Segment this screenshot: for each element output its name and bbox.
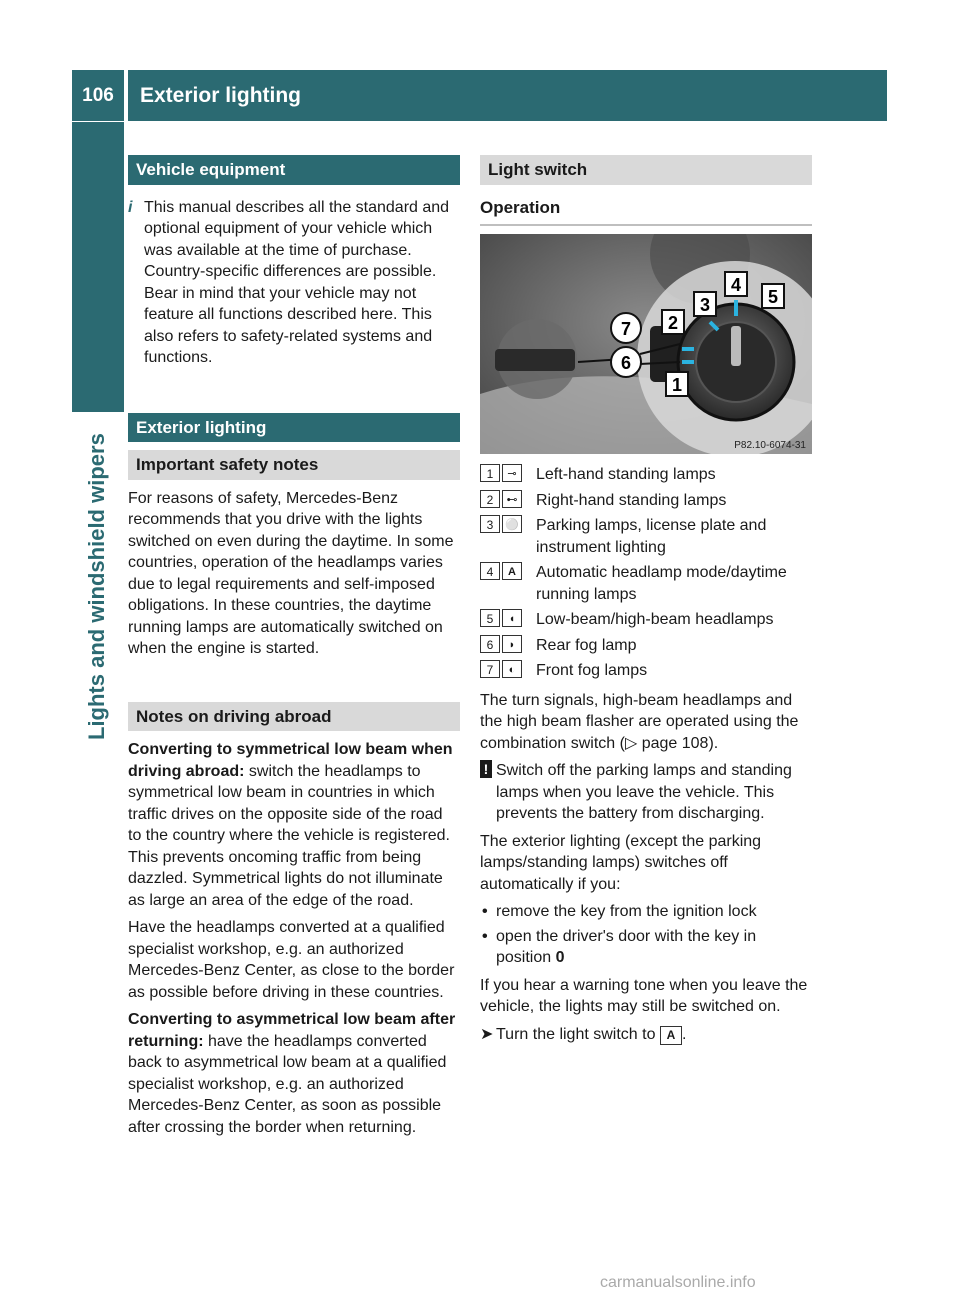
- legend-row-1: [480, 464, 812, 486]
- callout-4: 4: [730, 275, 742, 295]
- callout-1: 1: [671, 375, 683, 395]
- legend-text: Right-hand standing lamps: [536, 491, 727, 509]
- bullet-icon: •: [482, 927, 488, 945]
- list-item-text: open the driver's door with the key in position: [496, 927, 757, 966]
- turn-signals-paragraph: [480, 690, 812, 755]
- action-text: Turn the light switch to: [496, 1025, 656, 1043]
- legend-number: 5: [480, 609, 500, 627]
- asymmetrical-text: have the headlamps converted back to asymmetrical low beam at a qualified specialist workshop, e.g. an authorized Mercedes-Benz Center, as soon as possible after crossing the border when returning.: [128, 1032, 447, 1136]
- legend-row-2: [480, 490, 812, 512]
- warning-text: Switch off the parking lamps and standing lamps when you leave the vehicle. This prevents the battery from discharging.: [496, 762, 792, 822]
- rear-fog-lamp-icon: ◗: [502, 635, 522, 653]
- right-column: [480, 155, 812, 1051]
- legend-number: 7: [480, 660, 500, 678]
- legend-text: Parking lamps, license plate and instrument lighting: [536, 517, 767, 556]
- symmetrical-lead: Converting to symmetrical low beam when driving abroad:: [128, 741, 453, 780]
- safety-notes-heading: Important safety notes: [128, 450, 460, 480]
- front-fog-lamp-icon: ◐: [502, 660, 522, 678]
- legend-text: Rear fog lamp: [536, 636, 637, 654]
- light-switch-heading: Light switch: [480, 155, 812, 185]
- legend-text: Automatic headlamp mode/daytime running lamps: [536, 564, 787, 603]
- left-standing-lamp-icon: ⊸: [502, 464, 522, 482]
- left-column: [128, 155, 460, 1144]
- exterior-lighting-heading: Exterior lighting: [128, 413, 460, 443]
- legend-number: 4: [480, 562, 500, 580]
- info-icon: i: [128, 198, 133, 216]
- callout-5: 5: [767, 287, 779, 307]
- info-paragraph: [128, 197, 460, 369]
- symmetrical-paragraph: [128, 739, 460, 911]
- legend-text: Left-hand standing lamps: [536, 466, 716, 483]
- legend-row-7: [480, 660, 812, 682]
- side-tab-label: Lights and windshield wipers: [84, 433, 109, 740]
- action-arrow-icon: ➤: [480, 1025, 494, 1043]
- auto-off-paragraph: The exterior lighting (except the parking lamps/standing lamps) switches off automatically if you:: [480, 832, 762, 893]
- watermark: carmanualsonline.info: [600, 1274, 756, 1291]
- warning-icon: !: [480, 760, 492, 778]
- parking-lamp-icon: ⚪: [502, 515, 522, 533]
- callout-6: 6: [620, 353, 632, 373]
- legend-number: 6: [480, 635, 500, 653]
- light-switch-photo: [480, 234, 812, 454]
- auto-headlamp-icon: A: [502, 562, 522, 580]
- legend-row-6: [480, 635, 812, 657]
- page-reference-link[interactable]: page 108: [641, 734, 709, 752]
- auto-headlamp-key-icon: A: [660, 1026, 682, 1045]
- operation-title: Operation: [480, 193, 812, 227]
- action-end: .: [681, 1025, 687, 1043]
- legend-row-5: [480, 609, 812, 631]
- legend-row-3: [480, 515, 812, 558]
- bullet-icon: •: [482, 903, 488, 920]
- light-switch-illustration: [480, 234, 812, 454]
- page-number: 106: [82, 85, 114, 106]
- position-zero: 0: [555, 949, 565, 966]
- warning-tone-paragraph: If you hear a warning tone when you leave the vehicle, the lights may still be switched on.: [480, 976, 808, 1015]
- list-item-text: remove the key from the ignition lock: [496, 903, 757, 920]
- driving-abroad-heading: Notes on driving abroad: [128, 702, 460, 732]
- info-text: This manual describes all the standard and optional equipment of your vehicle which was available at the time of purchase. Country-specific differences are possible. Bear in mind that your vehicle may not feature all functions described here. This also refers to safety-related systems and functions.: [144, 198, 450, 366]
- legend-number: 2: [480, 490, 500, 508]
- header-separator: [124, 70, 128, 121]
- asymmetrical-lead: Converting to asymmetrical low beam after returning:: [128, 1011, 456, 1050]
- legend-number: 3: [480, 515, 500, 533]
- turn-signals-text: The turn signals, high-beam headlamps and the high beam flasher are operated using the combination switch (: [480, 691, 799, 752]
- callout-3: 3: [699, 295, 711, 315]
- warning-paragraph: [480, 760, 812, 825]
- legend-number: 1: [480, 464, 500, 482]
- converted-paragraph: Have the headlamps converted at a qualified specialist workshop, e.g. an authorized Mercedes-Benz Center, as close to the border as possible before driving in these countries.: [128, 919, 455, 1001]
- legend-text: Front fog lamps: [536, 662, 648, 679]
- symmetrical-text: switch the headlamps to symmetrical low beam in countries in which traffic drives on the opposite side of the road to the country where the vehicle is registered. This prevents oncoming traffic from being dazzled. Symmetrical lights do not illuminate as large an area of the edge of the road.: [128, 762, 450, 909]
- safety-paragraph: For reasons of safety, Mercedes-Benz recommends that you drive with the lights switched on even during the daytime. In some countries, operation of the headlamps varies due to legal requirements and self-imposed obligations. In these countries, the daytime running lamps are automatically switched on when the engine is started.: [128, 489, 454, 657]
- photo-code: P82.10-6074-31: [734, 440, 806, 451]
- asymmetrical-paragraph: [128, 1009, 460, 1138]
- page-ref-arrow-icon: ▷: [624, 734, 642, 752]
- legend-text: Low-beam/high-beam headlamps: [536, 611, 774, 628]
- low-beam-icon: ◖: [502, 609, 522, 627]
- callout-7: 7: [620, 319, 632, 339]
- page-title: Exterior lighting: [140, 84, 302, 107]
- side-tab-block: [72, 122, 124, 412]
- list-item: [480, 901, 812, 923]
- list-item: [480, 926, 812, 969]
- right-standing-lamp-icon: ⊷: [502, 490, 522, 508]
- callout-2: 2: [667, 313, 679, 333]
- action-paragraph: [480, 1024, 812, 1046]
- legend-row-4: [480, 562, 812, 605]
- vehicle-equipment-heading: Vehicle equipment: [128, 155, 460, 185]
- turn-signals-end: ).: [708, 734, 719, 752]
